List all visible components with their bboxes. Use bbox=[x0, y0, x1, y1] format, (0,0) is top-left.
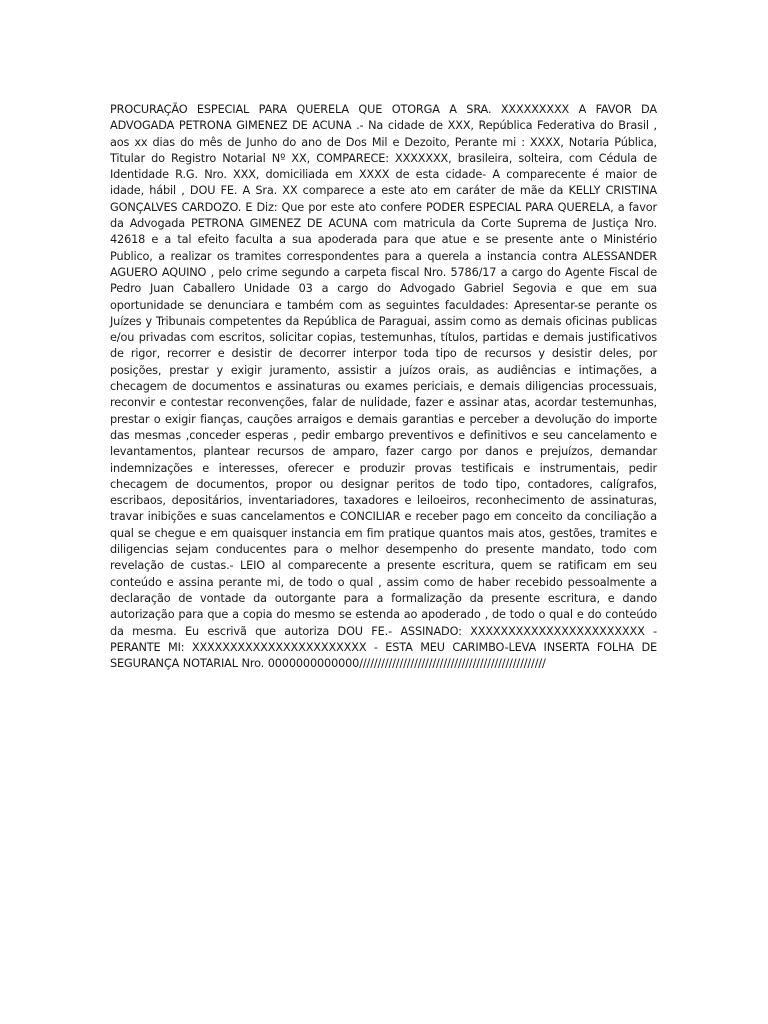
procuracao-text-block bbox=[110, 102, 657, 672]
procuracao-paragraph: PROCURAÇÃO ESPECIAL PARA QUERELA QUE OTORGA A SRA. XXXXXXXXX A FAVOR DA ADVOGADA PETRONA GIMENEZ DE ACUNA .- Na cidade de XXX, República Federativa do Brasil , aos xx dias do mês de Junho do ano de Dos Mil e Dezoito, Perante mi : XXXX, Notaria Pública, Titular do Registro Notarial Nº XX, COMPARECE: XXXXXXX, brasileira, solteira, com Cédula de Identidade R.G. Nro. XXX, domiciliada em XXXX de esta cidade- A comparecente é maior de idade, hábil , DOU FE. A Sra. XX comparece a este ato em caráter de mãe da KELLY CRISTINA GONÇALVES CARDOZO. E Diz: Que por este ato confere PODER ESPECIAL PARA QUERELA, a favor da Advogada PETRONA GIMENEZ DE ACUNA com matricula da Corte Suprema de Justiça Nro. 42618 e a tal efeito faculta a sua apoderada para que atue e se presente ante o Ministério Publico, a realizar os tramites correspondentes para a querela a instancia contra ALESSANDER AGUERO AQUINO , pelo crime segundo a carpeta fiscal Nro. 5786/17 a cargo do Agente Fiscal de Pedro Juan Caballero Unidade 03 a cargo do Advogado Gabriel Segovia e que em sua oportunidade se denunciara e também com as seguintes faculdades: Apresentar-se perante os Juízes y Tribunais competentes da República de Paraguai, assim como as demais oficinas publicas e/ou privadas com escritos, solicitar copias, testemunhas, títulos, partidas e demais justificativos de rigor, recorrer e desistir de decorrer interpor toda tipo de recursos y desistir deles, por posições, prestar y exigir juramento, assistir a juízos orais, as audiências e intimações, a checagem de documentos e assinaturas ou exames periciais, e demais diligencias processuais, reconvir e contestar reconvenções, falar de nulidade, fazer e assinar atas, acordar testemunhas, prestar o exigir fianças, cauções arraigos e demais garantias e perceber a devolução do importe das mesmas ,conceder esperas , pedir embargo preventivos e definitivos e seu cancelamento e levantamentos, plantear recursos de amparo, fazer cargo por danos e prejuízos, demandar indemnizações e interesses, oferecer e produzir provas testificais e instrumentais, pedir checagem de documentos, propor ou designar peritos de todo tipo, contadores, calígrafos, escribaos, depositários, inventariadores, taxadores e leiloeiros, reconhecimento de assinaturas, travar inibições e suas cancelamentos e CONCILIAR e receber pago em conceito da conciliação a qual se chegue e em quaisquer instancia em fim pratique quantos mais atos, gestões, tramites e diligencias sejam conducentes para o melhor desempenho do presente mandato, todo com revelação de custas.- LEIO al comparecente a presente escritura, quem se ratificam em seu conteúdo e assina perante mi, de todo o qual , assim como de haber recebido pessoalmente a declaração de vontade da outorgante para a formalização da presente escritura, e dando autorização para que a copia do mesmo se estenda ao apoderado , de todo o qual e do conteúdo da mesma. Eu escrivã que autoriza DOU FE.- ASSINADO: XXXXXXXXXXXXXXXXXXXXXXX - PERANTE MI: XXXXXXXXXXXXXXXXXXXXXXX - ESTA MEU CARIMBO-LEVA INSERTA FOLHA DE SEGURANÇA NOTARIAL Nro. 0000000000000/////////////////////////////////////////////////// bbox=[110, 103, 657, 671]
